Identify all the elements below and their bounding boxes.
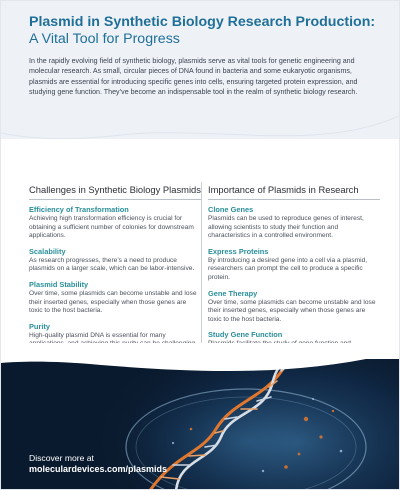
challenge-item [29,247,201,274]
challenge-body: Achieving high transformation efficiency is crucial for obtaining a sufficient number of colonies for downstream applications. [29,215,194,240]
footer-cta [29,453,167,475]
importance-body: By introducing a desired gene into a cell via a plasmid, researchers can prompt the cell to produce a specific protein. [208,256,368,281]
challenge-title: Efficiency of Transformation [29,205,129,214]
importance-body: Plasmids can be used to reproduce genes of interest, allowing scientists to study their function and characteristics in a controlled environment. [208,215,364,240]
importance-title: Study Gene Function [208,330,283,340]
challenge-body: Over time, some plasmids can become unstable and lose their inserted genes, especially when those genes are toxic to the host bacteria. [29,289,197,315]
challenges-heading: Challenges in Synthetic Biology Plasmids [29,184,201,200]
importance-title: Clone Genes [208,205,254,214]
challenge-title: Plasmid Stability [29,279,89,289]
page-title [29,14,379,48]
importance-item [208,247,380,283]
cta-link[interactable]: moleculardevices.com/plasmids [29,464,168,474]
header-wave-decoration [1,101,400,161]
challenges-column [29,184,201,355]
challenge-item [29,205,201,241]
challenge-body: As research progresses, there’s a need to produce plasmids on a larger scale, which can be labor-intensive. [29,256,195,273]
importance-title: Express Proteins [208,246,269,256]
importance-body: Over time, some plasmids can become unstable and lose their inserted genes, especially when those genes are toxic to the host bacteria. [208,298,376,323]
title-line-1: Plasmid in Synthetic Biology Research Production: [29,14,376,30]
challenge-item [29,280,201,316]
challenge-title: Purity [29,321,50,331]
importance-title: Gene Therapy [208,288,258,298]
footer-wave-decoration [1,343,400,383]
column-divider [201,182,202,360]
cta-text: Discover more at [29,453,94,463]
importance-item [208,289,380,325]
importance-item [208,205,380,241]
title-line-2: A Vital Tool for Progress [29,31,180,47]
challenge-title: Scalability [29,246,66,256]
importance-heading: Importance of Plasmids in Research [208,184,380,200]
challenge-body: High-quality plasmid DNA is essential for many [29,331,166,339]
intro-paragraph: In the rapidly evolving field of synthetic biology, plasmids serve as vital tools for genetic engineering and molecular research. As small, circular pieces of DNA found in bacteria and some eukaryotic organisms, plasmids are essential for introducing specific genes into cells, ensuring targeted protein expression, and studying gene function. They’ve become an indispensable tool in the realm of synthetic biology research. [29,57,358,97]
